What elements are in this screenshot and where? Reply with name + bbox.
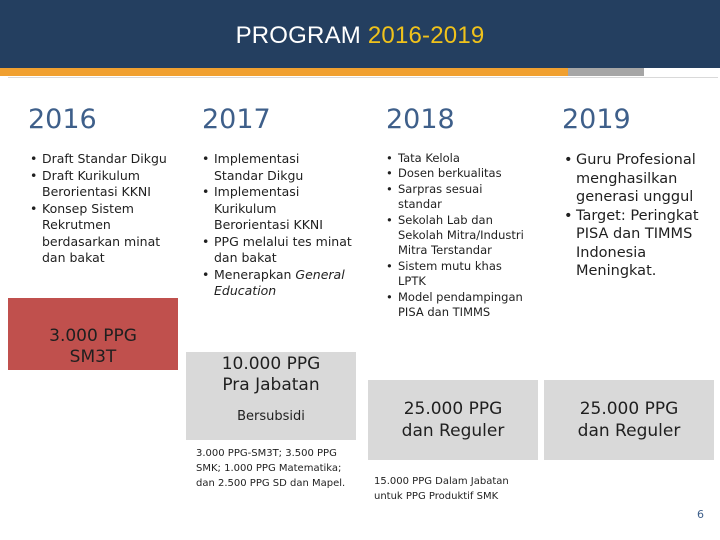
title-banner — [0, 0, 720, 68]
list-item: • Sistem mutu khas LPTK — [386, 259, 524, 290]
bullet-list — [386, 151, 524, 320]
quota-line1: 25.000 PPG — [579, 399, 679, 419]
bullet-list — [564, 151, 712, 281]
quota-box — [368, 380, 538, 460]
quota-line1: 10.000 PPG — [221, 354, 321, 374]
list-item: • Sarpras sesuai standar — [386, 182, 524, 213]
list-item: • Konsep Sistem Rekrutmen berdasarkan minat dan bakat — [30, 201, 178, 267]
list-item: • Implementasi Kurikulum Berorientasi KKNI — [202, 184, 352, 234]
year-label: 2017 — [202, 104, 271, 135]
bullet-list — [30, 151, 178, 267]
list-item: • Draft Standar Dikgu — [30, 151, 178, 168]
list-item: • Tata Kelola — [386, 151, 524, 166]
year-label: 2018 — [386, 104, 455, 135]
page-title — [0, 22, 720, 50]
list-item: • Draft Kurikulum Berorientasi KKNI — [30, 168, 178, 201]
quota-line2: dan Reguler — [401, 421, 505, 441]
list-item: • Guru Profesional menghasilkan generasi unggul — [564, 151, 712, 207]
timeline-divider — [8, 77, 718, 78]
title-years: 2016-2019 — [367, 22, 485, 49]
quota-box — [186, 352, 356, 440]
list-item-text: Menerapkan — [214, 266, 296, 282]
list-item: • Target: Peringkat PISA dan TIMMS Indonesia Meningkat. — [564, 207, 712, 281]
title-prefix: PROGRAM — [235, 22, 368, 49]
list-item — [202, 267, 352, 300]
year-label: 2019 — [562, 104, 631, 135]
quota-line2: SM3T — [69, 347, 117, 367]
list-item-italic: General Education — [214, 266, 345, 298]
quota-box — [8, 298, 178, 370]
quota-line1: 3.000 PPG — [49, 326, 137, 346]
list-item: • Sekolah Lab dan Sekolah Mitra/Industri Mitra Terstandar — [386, 213, 524, 259]
page-number: 6 — [697, 508, 704, 521]
list-item: • PPG melalui tes minat dan bakat — [202, 234, 352, 267]
quota-box — [544, 380, 714, 460]
accent-bar-gray — [568, 68, 644, 76]
accent-bar-orange — [0, 68, 568, 76]
quota-line3: Bersubsidi — [237, 409, 305, 424]
list-item: • Dosen berkualitas — [386, 166, 524, 181]
quota-line2: Pra Jabatan — [222, 375, 320, 395]
quota-note: 3.000 PPG-SM3T; 3.500 PPG SMK; 1.000 PPG Matematika; dan 2.500 PPG SD dan Mapel. — [196, 448, 346, 489]
list-item: • Model pendampingan PISA dan TIMMS — [386, 290, 524, 321]
list-item: • Implementasi Standar Dikgu — [202, 151, 352, 184]
bullet-list — [202, 151, 352, 300]
quota-line1: 25.000 PPG — [403, 399, 503, 419]
quota-line2: dan Reguler — [577, 421, 681, 441]
year-label: 2016 — [28, 104, 97, 135]
quota-note: 15.000 PPG Dalam Jabatan untuk PPG Produktif SMK — [374, 476, 509, 502]
